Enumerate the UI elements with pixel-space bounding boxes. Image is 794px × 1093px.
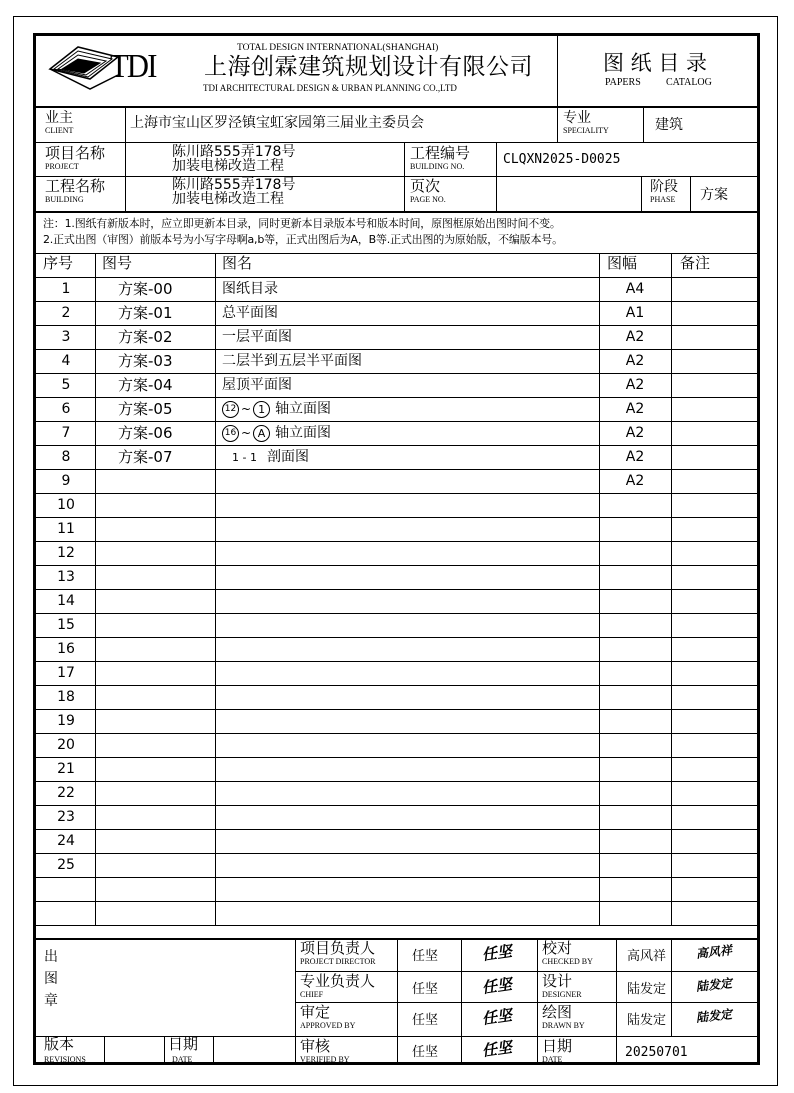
v-line — [616, 938, 617, 1063]
section-mark: 1 - 1 — [232, 450, 257, 464]
row-no: 2 — [61, 305, 71, 321]
h-line — [35, 142, 758, 143]
h-line — [35, 637, 758, 638]
v-line — [671, 938, 672, 1036]
rev-date-label: 日期 — [168, 1035, 199, 1053]
h-line — [35, 106, 758, 108]
h-line — [35, 709, 758, 710]
row-no: 20 — [57, 737, 75, 753]
row-no: 1 — [61, 281, 71, 297]
director-label-en: PROJECT DIRECTOR — [300, 957, 376, 966]
building-no-value: CLQXN2025-D0025 — [503, 152, 621, 167]
approved-label-en: APPROVED BY — [300, 1021, 356, 1030]
verified-label-en: VERIFIED BY — [300, 1055, 350, 1064]
v-line — [104, 1036, 105, 1063]
stamp-label-1: 出 — [44, 949, 58, 965]
row-no: 18 — [57, 689, 75, 705]
h-line — [35, 373, 758, 374]
row-code: 方案-00 — [118, 279, 173, 298]
stamp-label-3: 章 — [44, 993, 58, 1009]
v-line — [690, 176, 691, 211]
row-no: 9 — [61, 473, 71, 489]
h-line — [35, 1036, 295, 1037]
row-size: A2 — [625, 329, 645, 345]
catalog-en-1: PAPERS — [605, 77, 641, 88]
v-line — [404, 142, 405, 211]
building-value-2: 加装电梯改造工程 — [172, 191, 284, 207]
notes-line-2: 2.正式出图（审图）前版本号为小写字母啊a,b等，正式出图后为A，B等.正式出图的为原始版，不编版本号。 — [43, 233, 563, 246]
project-label: 项目名称 — [45, 144, 106, 162]
row-no: 4 — [61, 353, 71, 369]
speciality-label: 专业 — [563, 110, 591, 126]
row-no: 13 — [57, 569, 75, 585]
h-line — [35, 469, 758, 470]
rev-date-label-en: DATE — [172, 1055, 193, 1064]
v-line — [641, 176, 642, 211]
header-name: 图名 — [222, 254, 253, 272]
building-label-en: BUILDING — [45, 195, 84, 204]
h-line — [35, 829, 758, 830]
company-en-bottom: TDI ARCHITECTURAL DESIGN & URBAN PLANNING CO.,LTD — [203, 83, 457, 93]
axis-bubble-from: 16 — [222, 425, 239, 442]
row-size: A2 — [625, 401, 645, 417]
signature-ren-4: 任坚 — [480, 1038, 514, 1061]
v-line — [496, 142, 497, 211]
row-code: 方案-05 — [118, 399, 173, 418]
v-line — [125, 106, 126, 211]
signature-lu-2: 陆发定 — [695, 1007, 733, 1025]
company-name-cn: 上海创霖建筑规划设计有限公司 — [204, 54, 533, 80]
revisions-label: 版本 — [44, 1035, 75, 1053]
v-line — [537, 938, 538, 1063]
signature-gao: 高风祥 — [695, 943, 733, 961]
header-no: 序号 — [43, 254, 74, 272]
company-en-top: TOTAL DESIGN INTERNATIONAL(SHANGHAI) — [237, 43, 439, 53]
project-value-2: 加装电梯改造工程 — [172, 158, 284, 174]
stamp-label-2: 图 — [44, 971, 58, 987]
signature-ren-1: 任坚 — [480, 942, 514, 965]
phase-value: 方案 — [700, 187, 728, 203]
row-no: 10 — [57, 497, 75, 513]
row-name: 一层平面图 — [222, 329, 292, 345]
h-line — [35, 277, 758, 278]
h-line — [295, 1036, 758, 1037]
row-no: 25 — [57, 857, 75, 873]
v-line — [213, 1036, 214, 1063]
project-label-en: PROJECT — [45, 162, 79, 171]
row-name: 二层半到五层半平面图 — [222, 353, 362, 369]
checked-label-en: CHECKED BY — [542, 957, 593, 966]
approved-name: 任坚 — [412, 1013, 439, 1028]
row-no: 16 — [57, 641, 75, 657]
h-line — [35, 445, 758, 446]
h-line — [35, 541, 758, 542]
chief-name: 任坚 — [412, 982, 439, 997]
h-line — [35, 421, 758, 422]
row-name: 屋顶平面图 — [222, 377, 292, 393]
row-size: A2 — [625, 377, 645, 393]
v-line — [95, 253, 96, 925]
director-label: 项目负责人 — [300, 939, 376, 957]
row-no: 11 — [57, 521, 75, 537]
project-value-1: 陈川路555弄178号 — [172, 144, 296, 160]
row-no: 21 — [57, 761, 75, 777]
v-line — [599, 253, 600, 925]
tilde: ~ — [241, 402, 252, 416]
building-label: 工程名称 — [45, 177, 106, 195]
signature-ren-2: 任坚 — [480, 975, 514, 998]
h-line — [35, 661, 758, 662]
row-size: A4 — [625, 281, 645, 297]
h-line — [35, 733, 758, 734]
h-line — [35, 493, 758, 494]
v-line — [164, 1036, 165, 1063]
drawn-name: 陆发定 — [627, 1013, 667, 1028]
row-no: 24 — [57, 833, 75, 849]
h-line — [35, 301, 758, 302]
h-line — [35, 805, 758, 806]
h-line — [35, 589, 758, 590]
row-code: 方案-04 — [118, 375, 173, 394]
designer-label-en: DESIGNER — [542, 990, 582, 999]
building-value-1: 陈川路555弄178号 — [172, 177, 296, 193]
axis-bubble-from: 12 — [222, 401, 239, 418]
title-frame — [33, 33, 760, 1065]
date-label-en: DATE — [542, 1055, 563, 1064]
row-size: A2 — [625, 473, 645, 489]
row-7-text: 轴立面图 — [275, 425, 332, 441]
row-code: 方案-02 — [118, 327, 173, 346]
v-line — [397, 938, 398, 1063]
building-no-label-en: BUILDING NO. — [410, 162, 465, 171]
page-label: 页次 — [410, 177, 441, 195]
row-no: 6 — [61, 401, 71, 417]
signature-ren-3: 任坚 — [480, 1006, 514, 1029]
verified-name: 任坚 — [412, 1045, 439, 1060]
row-code: 方案-03 — [118, 351, 173, 370]
row-no: 14 — [57, 593, 75, 609]
approved-label: 审定 — [300, 1003, 331, 1021]
page-label-en: PAGE NO. — [410, 195, 446, 204]
h-line — [35, 901, 758, 902]
h-line — [35, 613, 758, 614]
h-line — [35, 176, 758, 177]
row-size: A2 — [625, 425, 645, 441]
row-size: A2 — [625, 353, 645, 369]
header-remark: 备注 — [680, 254, 711, 272]
header-size: 图幅 — [607, 254, 638, 272]
h-line — [35, 565, 758, 566]
h-line — [35, 253, 758, 254]
h-line — [35, 757, 758, 758]
director-name: 任坚 — [412, 949, 439, 964]
building-no-label: 工程编号 — [410, 144, 471, 162]
h-line — [35, 325, 758, 326]
client-label: 业主 — [45, 110, 73, 126]
row-no: 3 — [61, 329, 71, 345]
row-no: 8 — [61, 449, 71, 465]
row-no: 12 — [57, 545, 75, 561]
row-no: 5 — [61, 377, 71, 393]
v-line — [215, 253, 216, 925]
logo-text: TDI — [110, 48, 156, 85]
row-name: 总平面图 — [222, 305, 278, 321]
h-line — [35, 925, 758, 926]
row-no: 22 — [57, 785, 75, 801]
revisions-label-en: REVISIONS — [44, 1055, 86, 1064]
date-label: 日期 — [542, 1037, 573, 1055]
h-line — [35, 853, 758, 854]
row-size: A1 — [625, 305, 645, 321]
client-label-en: CLIENT — [45, 126, 74, 135]
h-line — [35, 517, 758, 518]
row-no: 7 — [61, 425, 71, 441]
catalog-title: 图 纸 目 录 — [603, 51, 708, 75]
h-line — [295, 1002, 758, 1003]
chief-label: 专业负责人 — [300, 972, 376, 990]
axis-bubble-to: A — [253, 425, 270, 442]
row-no: 19 — [57, 713, 75, 729]
axis-bubble-to: 1 — [253, 401, 270, 418]
verified-label: 审核 — [300, 1037, 331, 1055]
row-6-text: 轴立面图 — [275, 401, 332, 417]
header-code: 图号 — [102, 254, 133, 272]
v-line — [557, 35, 558, 142]
tilde: ~ — [241, 426, 252, 440]
row-code: 方案-07 — [118, 447, 173, 466]
checked-name: 高风祥 — [627, 949, 667, 964]
row-code: 方案-06 — [118, 423, 173, 442]
h-line — [35, 397, 758, 398]
row-no: 15 — [57, 617, 75, 633]
h-line — [295, 971, 758, 972]
row-no: 23 — [57, 809, 75, 825]
checked-label: 校对 — [542, 939, 573, 957]
row-name: 图纸目录 — [222, 281, 278, 297]
h-line — [35, 781, 758, 782]
catalog-en-2: CATALOG — [666, 77, 712, 88]
signature-lu-1: 陆发定 — [695, 976, 733, 994]
drawn-label-en: DRAWN BY — [542, 1021, 585, 1030]
v-line — [671, 253, 672, 925]
designer-name: 陆发定 — [627, 982, 667, 997]
drawn-label: 绘图 — [542, 1003, 573, 1021]
v-line — [643, 106, 644, 142]
notes-line-1: 注：1.图纸有新版本时，应立即更新本目录，同时更新本目录版本号和版本时间，原图框原始出图时间不变。 — [43, 217, 561, 230]
row-code: 方案-01 — [118, 303, 173, 322]
h-line — [35, 877, 758, 878]
h-line — [35, 685, 758, 686]
h-line — [35, 211, 758, 213]
row-size: A2 — [625, 449, 645, 465]
v-line — [461, 938, 462, 1063]
speciality-value: 建筑 — [655, 117, 683, 133]
client-value: 上海市宝山区罗泾镇宝虹家园第三届业主委员会 — [130, 115, 424, 131]
chief-label-en: CHIEF — [300, 990, 324, 999]
date-value: 20250701 — [625, 1045, 688, 1060]
phase-label: 阶段 — [650, 179, 678, 195]
phase-label-en: PHASE — [650, 195, 676, 204]
h-line — [35, 349, 758, 350]
row-8-text: 剖面图 — [266, 449, 309, 465]
v-line — [295, 938, 296, 1063]
designer-label: 设计 — [542, 972, 573, 990]
row-no: 17 — [57, 665, 75, 681]
speciality-label-en: SPECIALITY — [563, 126, 609, 135]
